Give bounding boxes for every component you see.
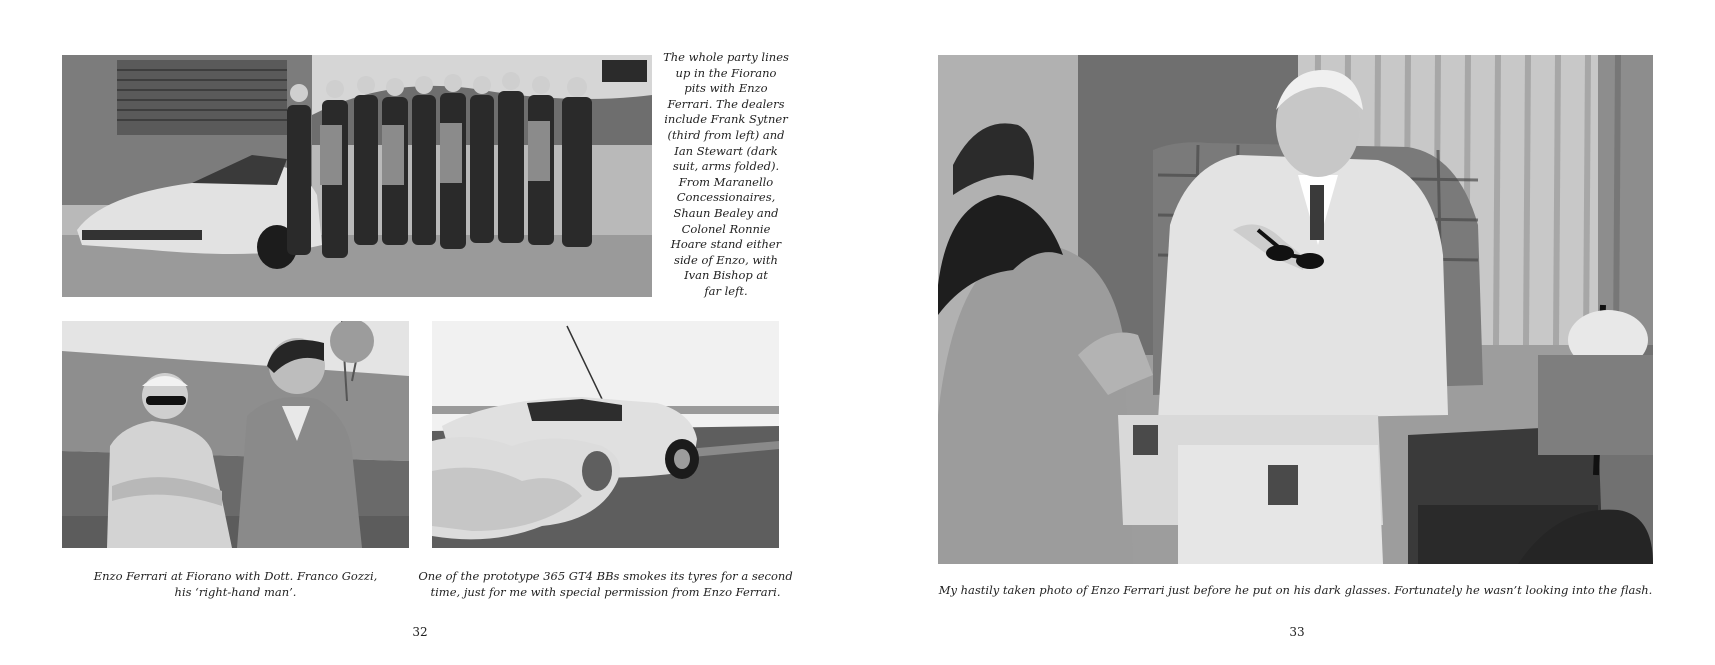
caption-line: Ivan Bishop at bbox=[684, 268, 768, 283]
right-page bbox=[857, 0, 1715, 665]
page-number-left: 32 bbox=[412, 625, 428, 639]
caption-line: Ferrari. The dealers bbox=[667, 96, 785, 111]
gozzi-photo-image bbox=[62, 321, 409, 548]
page-number-right: 33 bbox=[1289, 625, 1305, 639]
smoking-tyres-photo bbox=[432, 321, 779, 548]
caption-line: One of the prototype 365 GT4 BBs smokes its tyres for a second bbox=[418, 569, 793, 583]
caption-line: The whole party lines bbox=[663, 50, 789, 64]
party-photo bbox=[62, 55, 652, 297]
party-caption bbox=[656, 50, 796, 300]
caption-line: suit, arms folded). bbox=[672, 159, 780, 174]
caption-line: Concessionaires, bbox=[676, 190, 776, 205]
caption-line: his ‘right-hand man’. bbox=[174, 584, 297, 599]
party-photo-image bbox=[62, 55, 652, 297]
enzo-office-photo-image bbox=[938, 55, 1653, 564]
enzo-office-photo bbox=[938, 55, 1653, 564]
caption-line: time, just for me with special permission from Enzo Ferrari. bbox=[430, 584, 781, 599]
caption-line: Ian Stewart (dark bbox=[674, 143, 778, 158]
caption-line: far left. bbox=[704, 283, 748, 298]
caption-line: include Frank Sytner bbox=[664, 112, 788, 127]
smoking-tyres-photo-image bbox=[432, 321, 779, 548]
caption-line: Shaun Bealey and bbox=[673, 205, 779, 220]
caption-line: side of Enzo, with bbox=[674, 252, 778, 267]
gozzi-photo bbox=[62, 321, 409, 548]
gozzi-caption bbox=[62, 569, 409, 600]
caption-line: Hoare stand either bbox=[670, 237, 782, 252]
caption-line: up in the Fiorano bbox=[675, 65, 777, 80]
caption-line: My hastily taken photo of Enzo Ferrari just before he put on his dark glasses. Fortunately he wasn’t looking into the flash. bbox=[938, 583, 1653, 597]
caption-line: From Maranello bbox=[678, 174, 774, 189]
caption-line: pits with Enzo bbox=[684, 81, 768, 96]
enzo-office-caption bbox=[938, 583, 1653, 599]
caption-line: (third from left) and bbox=[667, 127, 785, 142]
caption-line: Colonel Ronnie bbox=[681, 221, 771, 236]
smoking-tyres-caption bbox=[418, 569, 793, 600]
left-page bbox=[0, 0, 857, 665]
caption-line: Enzo Ferrari at Fiorano with Dott. Franco Gozzi, bbox=[93, 569, 378, 583]
